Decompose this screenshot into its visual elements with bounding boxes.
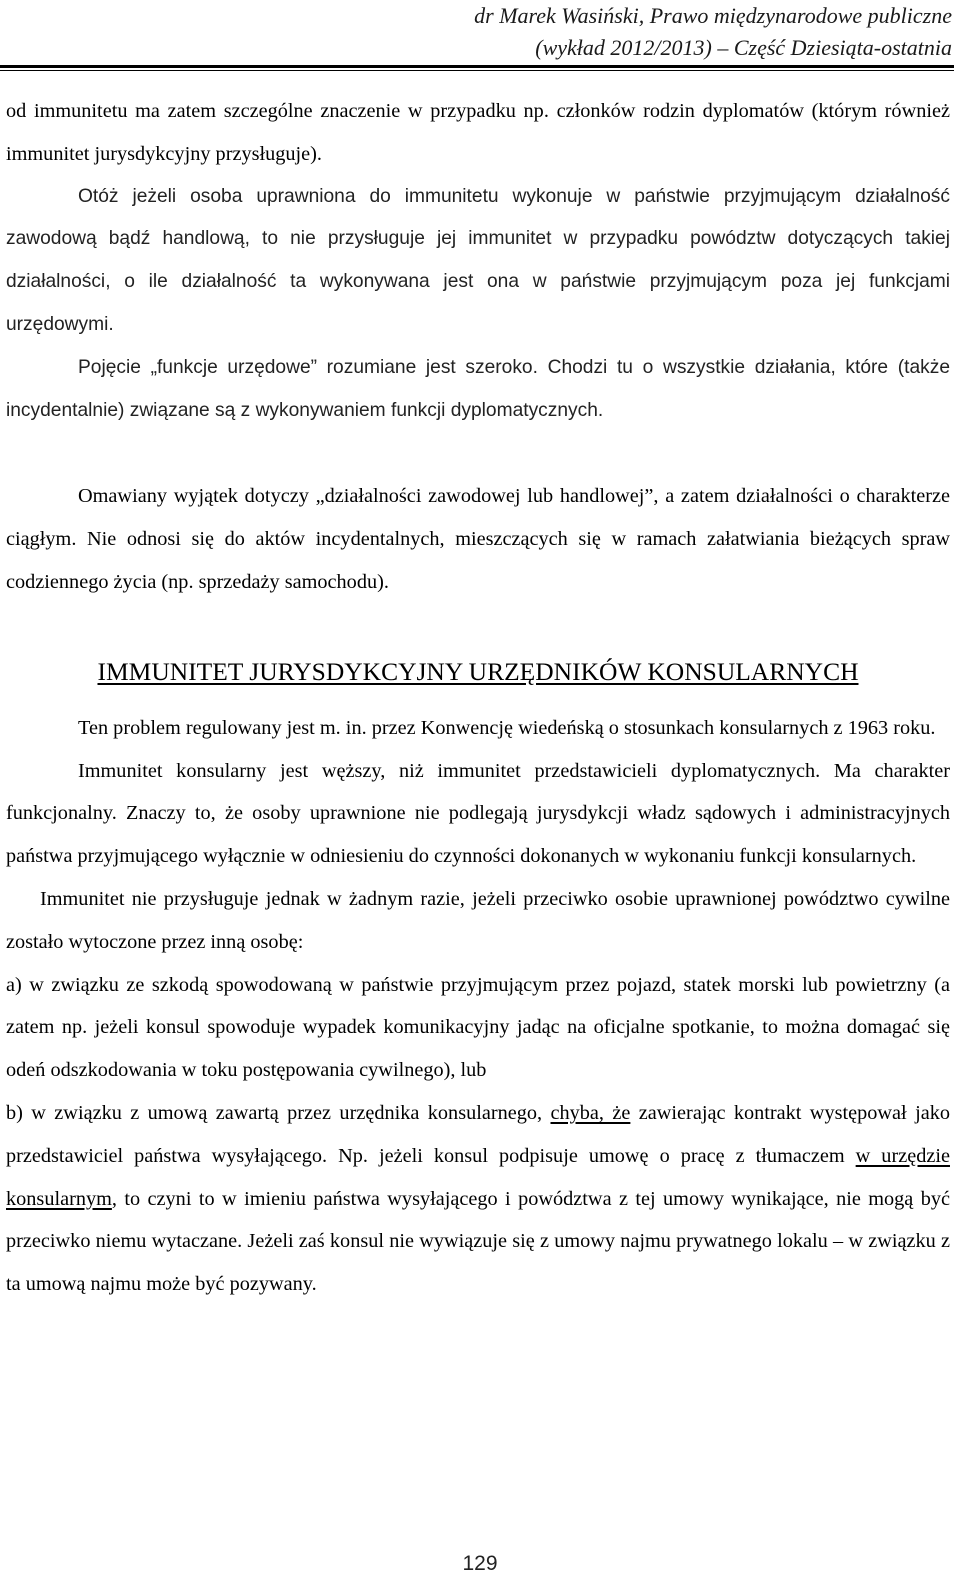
- page-number: 129: [462, 1552, 498, 1575]
- paragraph-vienna-convention: Ten problem regulowany jest m. in. przez Konwencję wiedeńską o stosunkach konsularnych z 1963 roku.: [78, 716, 936, 739]
- underlined-phrase-chyba-ze: chyba, że: [550, 1101, 631, 1124]
- body-text: [6, 90, 950, 1306]
- running-header: [0, 0, 952, 64]
- paragraph-gap: [6, 432, 950, 475]
- paragraph-official-functions: Pojęcie „funkcje urzędowe” rozumiane jest szeroko. Chodzi tu o wszystkie działania, które (także incydentalnie) związane są z wykonywaniem funkcji dyplomatycznych.: [6, 356, 950, 421]
- running-header-line-2: (wykład 2012/2013) – Część Dziesiąta-ostatnia: [535, 35, 952, 60]
- underlined-phrase-consular-office: w urzędzie konsularnym: [6, 1144, 950, 1210]
- list-item-b: [6, 1092, 950, 1306]
- paragraph-diplomat-families: od immunitetu ma zatem szczególne znaczenie w przypadku np. członków rodzin dyplomatów (którym również immunitet jurysdykcyjny przysługuje).: [6, 100, 950, 165]
- running-header-line-1: dr Marek Wasiński, Prawo międzynarodowe publiczne: [474, 3, 952, 28]
- paragraph-gap: [6, 604, 950, 647]
- list-item-b-text-3: , to czyni to w imieniu państwa wysyłającego i powództwa z tej umowy wynikające, nie mogą być przeciwko niemu wytaczane. Jeżeli zaś konsul nie wywiązuje się z umowy najmu prywatnego lokalu – w związku z ta umową najmu może być pozywany.: [6, 1187, 950, 1296]
- paragraph-professional-activity: Otóż jeżeli osoba uprawniona do immunitetu wykonuje w państwie przyjmującym działalność zawodową bądź handlową, to nie przysługuje jej immunitet w przypadku powództw dotyczących takiej działalności, o ile działalność ta wykonywana jest ona w państwie przyjmującym poza jej funkcjami urzędowymi.: [6, 185, 950, 335]
- list-item-b-text-1: b) w związku z umową zawartą przez urzędnika konsularnego,: [6, 1101, 551, 1124]
- section-heading: IMMUNITET JURYSDYKCYJNY URZĘDNIKÓW KONSULARNYCH: [97, 656, 859, 686]
- paragraph-consular-immunity: Immunitet konsularny jest węższy, niż immunitet przedstawicieli dyplomatycznych. Ma charakter funkcjonalny. Znaczy to, że osoby uprawnione nie podlegają jurysdykcji władz sądowych i administracyjnych państwa przyjmującego wyłącznie w odniesieniu do czynności dokonanych w wykonaniu funkcji konsularnych.: [6, 759, 950, 868]
- list-item-b-text-2: zawierając kontrakt występował jako przedstawiciel państwa wysyłającego. Np. jeżeli konsul podpisuje umowę o pracę z tłumaczem: [6, 1101, 950, 1167]
- paragraph-no-immunity: Immunitet nie przysługuje jednak w żadnym razie, jeżeli przeciwko osobie uprawnionej powództwo cywilne zostało wytoczone przez inną osobę:: [6, 887, 950, 953]
- header-rule-thin: [0, 70, 954, 71]
- paragraph-exception-scope: Omawiany wyjątek dotyczy „działalności zawodowej lub handlowej”, a zatem działalności o charakterze ciągłym. Nie odnosi się do aktów incydentalnych, mieszczących się w ramach załatwiania bieżących spraw codziennego życia (np. sprzedaży samochodu).: [6, 485, 950, 593]
- header-rule-thick: [0, 65, 954, 68]
- list-item-a: a) w związku ze szkodą spowodowaną w państwie przyjmującym przez pojazd, statek morski lub powietrzny (a zatem np. jeżeli konsul spowoduje wypadek komunikacyjny jadąc na oficjalne spotkanie, to można domagać się odeń odszkodowania w toku postępowania cywilnego), lub: [6, 973, 950, 1082]
